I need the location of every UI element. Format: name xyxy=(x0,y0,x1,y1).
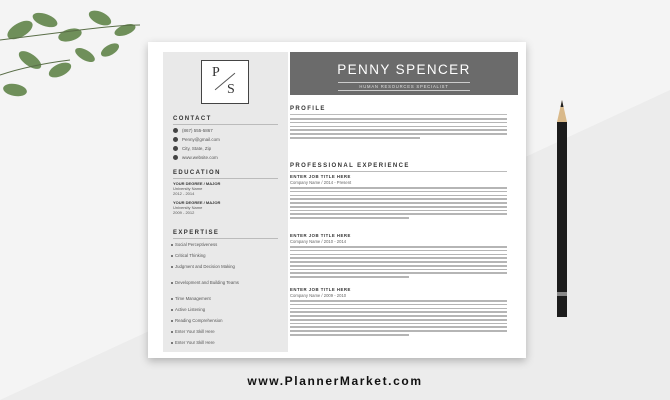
phone-icon xyxy=(173,128,178,133)
skill-item: Development and Building Teams xyxy=(175,280,275,286)
education-school: University Name xyxy=(173,186,203,191)
monogram-second-letter: S xyxy=(227,82,235,97)
education-item xyxy=(173,181,220,196)
contact-address-text: City, State, Zip xyxy=(182,146,212,151)
job-description xyxy=(290,187,507,221)
job-description xyxy=(290,300,507,338)
job-title: ENTER JOB TITLE HERE xyxy=(290,233,351,238)
education-school: University Name xyxy=(173,205,203,210)
job-title: ENTER JOB TITLE HERE xyxy=(290,174,351,179)
job-subtitle: HUMAN RESOURCES SPECIALIST xyxy=(338,82,470,91)
name-header xyxy=(290,52,518,95)
job-title: ENTER JOB TITLE HERE xyxy=(290,287,351,292)
contact-website-text: www.website.com xyxy=(182,155,218,160)
skill-item: Critical Thinking xyxy=(175,253,275,259)
skill-item: Social Perceptiveness xyxy=(175,242,275,248)
contact-divider xyxy=(173,124,278,125)
resume-sidebar xyxy=(163,52,288,352)
contact-heading: CONTACT xyxy=(173,116,212,122)
contact-address xyxy=(173,146,211,151)
profile-text-block xyxy=(290,118,507,141)
person-name: PENNY SPENCER xyxy=(337,62,471,77)
experience-divider xyxy=(290,171,507,172)
education-years: 2012 - 2014 xyxy=(173,191,195,196)
contact-phone xyxy=(173,128,213,133)
contact-phone-text: (867) 555-5867 xyxy=(182,128,213,133)
expertise-divider xyxy=(173,238,278,239)
footer-website: www.PlannerMarket.com xyxy=(247,374,423,388)
skill-item: Enter Your Skill Here xyxy=(175,340,275,346)
education-item xyxy=(173,200,220,215)
job-company: Company Name / 2014 - Present xyxy=(290,180,352,185)
education-years: 2009 - 2012 xyxy=(173,210,195,215)
education-heading: EDUCATION xyxy=(173,170,221,176)
pencil-decoration xyxy=(548,100,578,325)
expertise-heading: EXPERTISE xyxy=(173,230,220,236)
experience-heading: PROFESSIONAL EXPERIENCE xyxy=(290,163,410,169)
skill-item: Time Management xyxy=(175,296,275,302)
skill-item: Enter Your Skill Here xyxy=(175,329,275,335)
contact-email-text: Penny@gmail.com xyxy=(182,137,220,142)
profile-divider xyxy=(290,114,507,115)
skill-item: Active Listening xyxy=(175,307,275,313)
education-degree: YOUR DEGREE / MAJOR xyxy=(173,181,221,186)
globe-icon xyxy=(173,155,178,160)
job-description xyxy=(290,246,507,280)
education-degree: YOUR DEGREE / MAJOR xyxy=(173,200,221,205)
profile-heading: PROFILE xyxy=(290,106,326,112)
education-divider xyxy=(173,178,278,179)
plant-decoration xyxy=(0,0,150,120)
resume-page xyxy=(148,42,526,358)
monogram-first-letter: P xyxy=(212,65,220,80)
location-icon xyxy=(173,146,178,151)
email-icon xyxy=(173,137,178,142)
skill-item: Reading Comprehension xyxy=(175,318,275,324)
skill-item: Judgment and Decision Making xyxy=(175,264,275,270)
job-company: Company Name / 2010 - 2014 xyxy=(290,239,347,244)
job-company: Company Name / 2009 - 2010 xyxy=(290,293,347,298)
contact-email xyxy=(173,137,220,142)
contact-website xyxy=(173,155,218,160)
monogram-logo xyxy=(201,60,249,104)
